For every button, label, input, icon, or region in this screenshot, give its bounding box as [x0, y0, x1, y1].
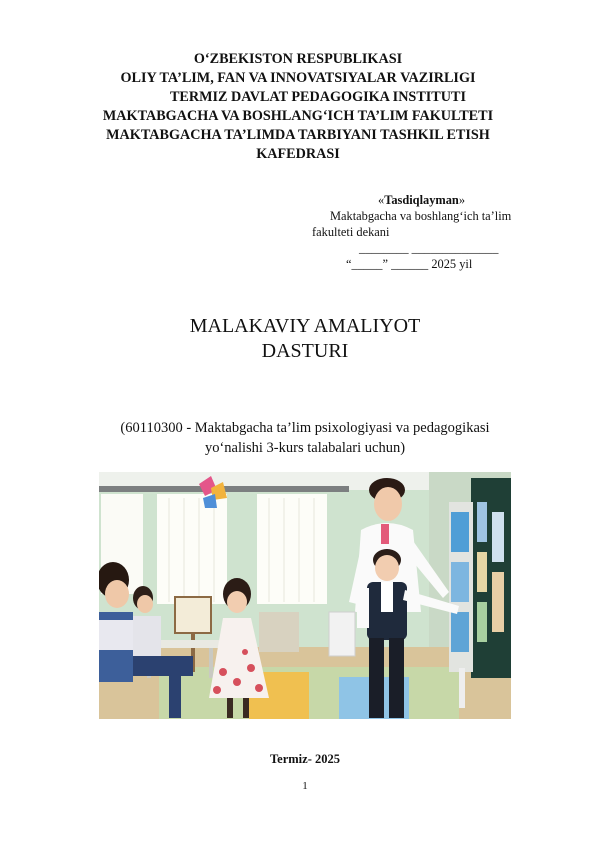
header-line-kafedra: KAFEDRASI	[256, 146, 340, 162]
classroom-photo	[99, 472, 511, 719]
page-number: 1	[302, 780, 308, 792]
header-line-faculty: MAKTABGACHA VA BOSHLANG‘ICH TA’LIM FAKULTETI	[102, 108, 494, 124]
title-line1: MALAKAVIY AMALIYOT	[189, 315, 421, 337]
subtitle-line1: (60110300 - Maktabgacha ta’lim psixologiyasi va pedagogikasi	[120, 420, 490, 436]
ministry-header	[0, 50, 596, 164]
title-line2: DASTURI	[261, 340, 349, 362]
header-line-department: MAKTABGACHA TA’LIMDA TARBIYANI TASHKIL ETISH	[106, 127, 490, 143]
document-title	[0, 314, 596, 364]
signature-line: ________ ______________	[359, 241, 499, 255]
header-line-institute: TERMIZ DAVLAT PEDAGOGIKA INSTITUTI	[169, 89, 467, 105]
approval-date-line: “_____” ______ 2025 yil	[346, 257, 473, 271]
header-line-country: O‘ZBEKISTON RESPUBLIKASI	[193, 51, 403, 67]
program-subtitle	[0, 418, 596, 458]
approval-position-line2: fakulteti dekani	[312, 225, 390, 239]
header-line-ministry: OLIY TA’LIM, FAN VA INNOVATSIYALAR VAZIRLIGI	[120, 70, 476, 86]
approval-heading: «Tasdiqlayman»	[378, 193, 466, 207]
subtitle-line2: yo‘nalishi 3-kurs talabalari uchun)	[204, 440, 406, 456]
approval-position-line1: Maktabgacha va boshlang‘ich ta’lim	[330, 209, 512, 223]
place-year: Termiz- 2025	[269, 752, 340, 766]
approval-word: Tasdiqlayman	[384, 193, 459, 207]
